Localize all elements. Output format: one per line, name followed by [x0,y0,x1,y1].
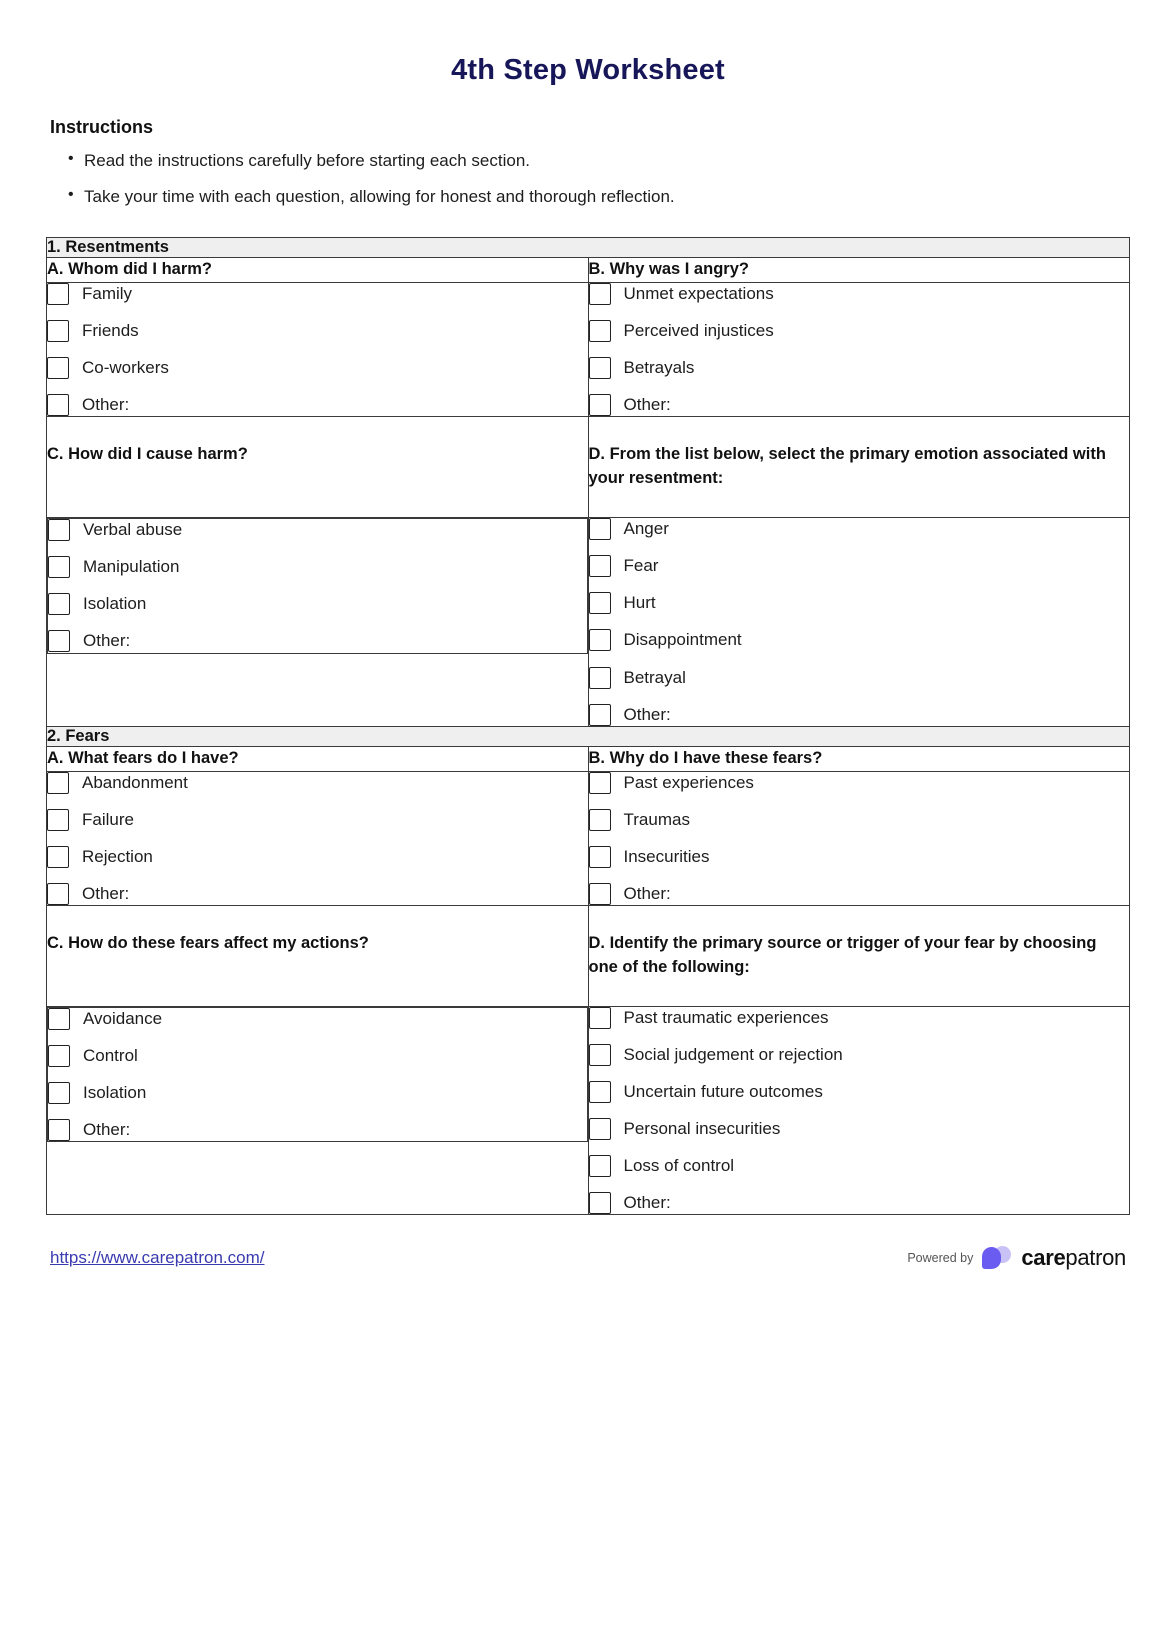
checkbox-option[interactable] [589,667,1130,689]
instruction-item: • Take your time with each question, allowing for honest and thorough reflection. [46,184,1130,210]
checkbox-icon[interactable] [48,556,70,578]
checkbox-icon[interactable] [47,283,69,305]
table-row [47,518,1130,727]
checkbox-icon[interactable] [589,772,611,794]
checkbox-option[interactable] [589,846,1130,868]
checkbox-icon[interactable] [589,555,611,577]
option-label: Other: [623,883,671,903]
powered-by-label: Powered by [907,1251,974,1266]
question-2c-options [47,1007,588,1142]
option-label: Other: [82,883,130,903]
table-row [47,771,1130,905]
option-label: Control [83,1045,138,1065]
checkbox-option[interactable] [47,772,588,794]
question-1a-options [47,282,589,416]
checkbox-option[interactable] [47,320,588,342]
question-1c-options [47,518,588,653]
option-label: Isolation [83,1083,147,1103]
checkbox-option[interactable] [589,772,1130,794]
worksheet-table [46,237,1130,1215]
checkbox-icon[interactable] [589,1044,611,1066]
question-2b-options [588,771,1130,905]
checkbox-option[interactable] [589,1081,1130,1103]
option-label: Insecurities [623,846,710,866]
brand-lockup [907,1245,1126,1271]
checkbox-icon[interactable] [48,1008,70,1030]
option-label: Abandonment [82,772,188,792]
checkbox-option[interactable] [48,630,587,652]
table-row [47,417,1130,518]
checkbox-icon[interactable] [47,394,69,416]
option-label: Betrayal [623,667,686,687]
checkbox-icon[interactable] [589,518,611,540]
checkbox-icon[interactable] [589,1155,611,1177]
option-label: Avoidance [83,1008,163,1028]
checkbox-icon[interactable] [589,592,611,614]
checkbox-option[interactable] [589,357,1130,379]
checkbox-icon[interactable] [589,320,611,342]
checkbox-icon[interactable] [589,1007,611,1029]
carepatron-logo-icon [982,1245,1012,1271]
option-label: Manipulation [83,557,180,577]
checkbox-option[interactable] [589,555,1130,577]
question-1d-label: D. From the list below, select the primary emotion associated with your resentment: [588,417,1130,518]
checkbox-icon[interactable] [48,1119,70,1141]
option-label: Social judgement or rejection [623,1044,843,1064]
section-header-fears: 2. Fears [47,726,1130,746]
option-label: Other: [623,704,671,724]
instructions-heading: Instructions [50,117,154,137]
carepatron-link[interactable]: https://www.carepatron.com/ [50,1248,265,1268]
checkbox-option[interactable] [48,556,587,578]
table-row [47,906,1130,1007]
checkbox-icon[interactable] [589,283,611,305]
option-label: Fear [623,556,659,576]
checkbox-icon[interactable] [589,394,611,416]
checkbox-option[interactable] [589,592,1130,614]
checkbox-icon[interactable] [48,593,70,615]
option-label: Past experiences [623,772,754,792]
question-2a-options [47,771,589,905]
option-label: Verbal abuse [83,520,183,540]
option-label: Other: [83,1120,131,1140]
page-title: 4th Step Worksheet [451,54,725,86]
checkbox-option[interactable] [48,1008,587,1030]
option-label: Anger [623,519,669,539]
question-2d-label: D. Identify the primary source or trigger of your fear by choosing one of the following: [588,906,1130,1007]
option-label: Loss of control [623,1156,735,1176]
option-label: Rejection [82,846,153,866]
checkbox-icon[interactable] [47,883,69,905]
checkbox-icon[interactable] [589,1081,611,1103]
question-1d-options [588,518,1130,727]
table-row [47,726,1130,746]
checkbox-icon[interactable] [589,629,611,651]
checkbox-option[interactable] [589,283,1130,305]
table-row [47,746,1130,771]
checkbox-icon[interactable] [47,809,69,831]
option-label: Other: [83,631,131,651]
checkbox-option[interactable] [47,883,588,905]
section-header-resentments: 1. Resentments [47,238,1130,258]
option-label: Co-workers [82,358,169,378]
checkbox-icon[interactable] [589,809,611,831]
checkbox-icon[interactable] [589,846,611,868]
checkbox-icon[interactable] [589,667,611,689]
checkbox-icon[interactable] [47,320,69,342]
checkbox-option[interactable] [47,357,588,379]
option-label: Friends [82,321,139,341]
checkbox-option[interactable] [47,394,588,416]
option-label: Past traumatic experiences [623,1007,829,1027]
checkbox-icon[interactable] [48,1082,70,1104]
question-2b-label: B. Why do I have these fears? [588,746,1130,771]
question-2a-label: A. What fears do I have? [47,746,589,771]
table-row [47,282,1130,416]
option-label: Disappointment [623,630,742,650]
option-label: Other: [623,1193,671,1213]
checkbox-option[interactable] [589,704,1130,726]
instructions-list [46,148,1130,209]
checkbox-icon[interactable] [589,1118,611,1140]
option-label: Failure [82,809,134,829]
table-row [47,258,1130,283]
option-label: Traumas [623,809,690,829]
checkbox-option[interactable] [589,1118,1130,1140]
checkbox-option[interactable] [589,883,1130,905]
checkbox-option[interactable] [589,518,1130,540]
checkbox-option[interactable] [47,846,588,868]
checkbox-icon[interactable] [589,704,611,726]
checkbox-option[interactable] [589,1155,1130,1177]
checkbox-icon[interactable] [47,772,69,794]
question-2c-label: C. How do these fears affect my actions? [47,906,589,1007]
option-label: Unmet expectations [623,283,774,303]
checkbox-icon[interactable] [47,846,69,868]
option-label: Hurt [623,593,656,613]
checkbox-option[interactable] [589,320,1130,342]
option-label: Other: [623,395,671,415]
checkbox-icon[interactable] [48,519,70,541]
option-label: Other: [82,395,130,415]
option-label: Personal insecurities [623,1119,781,1139]
checkbox-icon[interactable] [589,883,611,905]
checkbox-option[interactable] [589,629,1130,651]
checkbox-icon[interactable] [589,1192,611,1214]
question-1a-label: A. Whom did I harm? [47,258,589,283]
checkbox-option[interactable] [47,809,588,831]
checkbox-icon[interactable] [589,357,611,379]
checkbox-option[interactable] [48,519,587,541]
option-label: Uncertain future outcomes [623,1082,823,1102]
option-label: Isolation [83,594,147,614]
checkbox-option[interactable] [48,1045,587,1067]
checkbox-option[interactable] [48,1082,587,1104]
brand-wordmark [1021,1245,1126,1271]
table-row [47,1006,1130,1215]
question-1b-options [588,282,1130,416]
checkbox-icon[interactable] [48,630,70,652]
checkbox-option[interactable] [589,394,1130,416]
checkbox-option[interactable] [589,1192,1130,1214]
question-2d-options [588,1006,1130,1215]
brand-name-light: patron [1065,1245,1126,1271]
checkbox-icon[interactable] [48,1045,70,1067]
page-footer [46,1245,1130,1271]
checkbox-option[interactable] [47,283,588,305]
option-label: Betrayals [623,358,695,378]
question-1c-label: C. How did I cause harm? [47,417,589,518]
checkbox-option[interactable] [589,809,1130,831]
option-label: Perceived injustices [623,321,774,341]
checkbox-option[interactable] [48,593,587,615]
instruction-item: • Read the instructions carefully before starting each section. [46,148,1130,174]
checkbox-option[interactable] [48,1119,587,1141]
table-row [47,238,1130,258]
option-label: Family [82,283,133,303]
question-1b-label: B. Why was I angry? [588,258,1130,283]
checkbox-icon[interactable] [47,357,69,379]
checkbox-option[interactable] [589,1007,1130,1029]
checkbox-option[interactable] [589,1044,1130,1066]
brand-name-strong: care [1021,1245,1066,1271]
